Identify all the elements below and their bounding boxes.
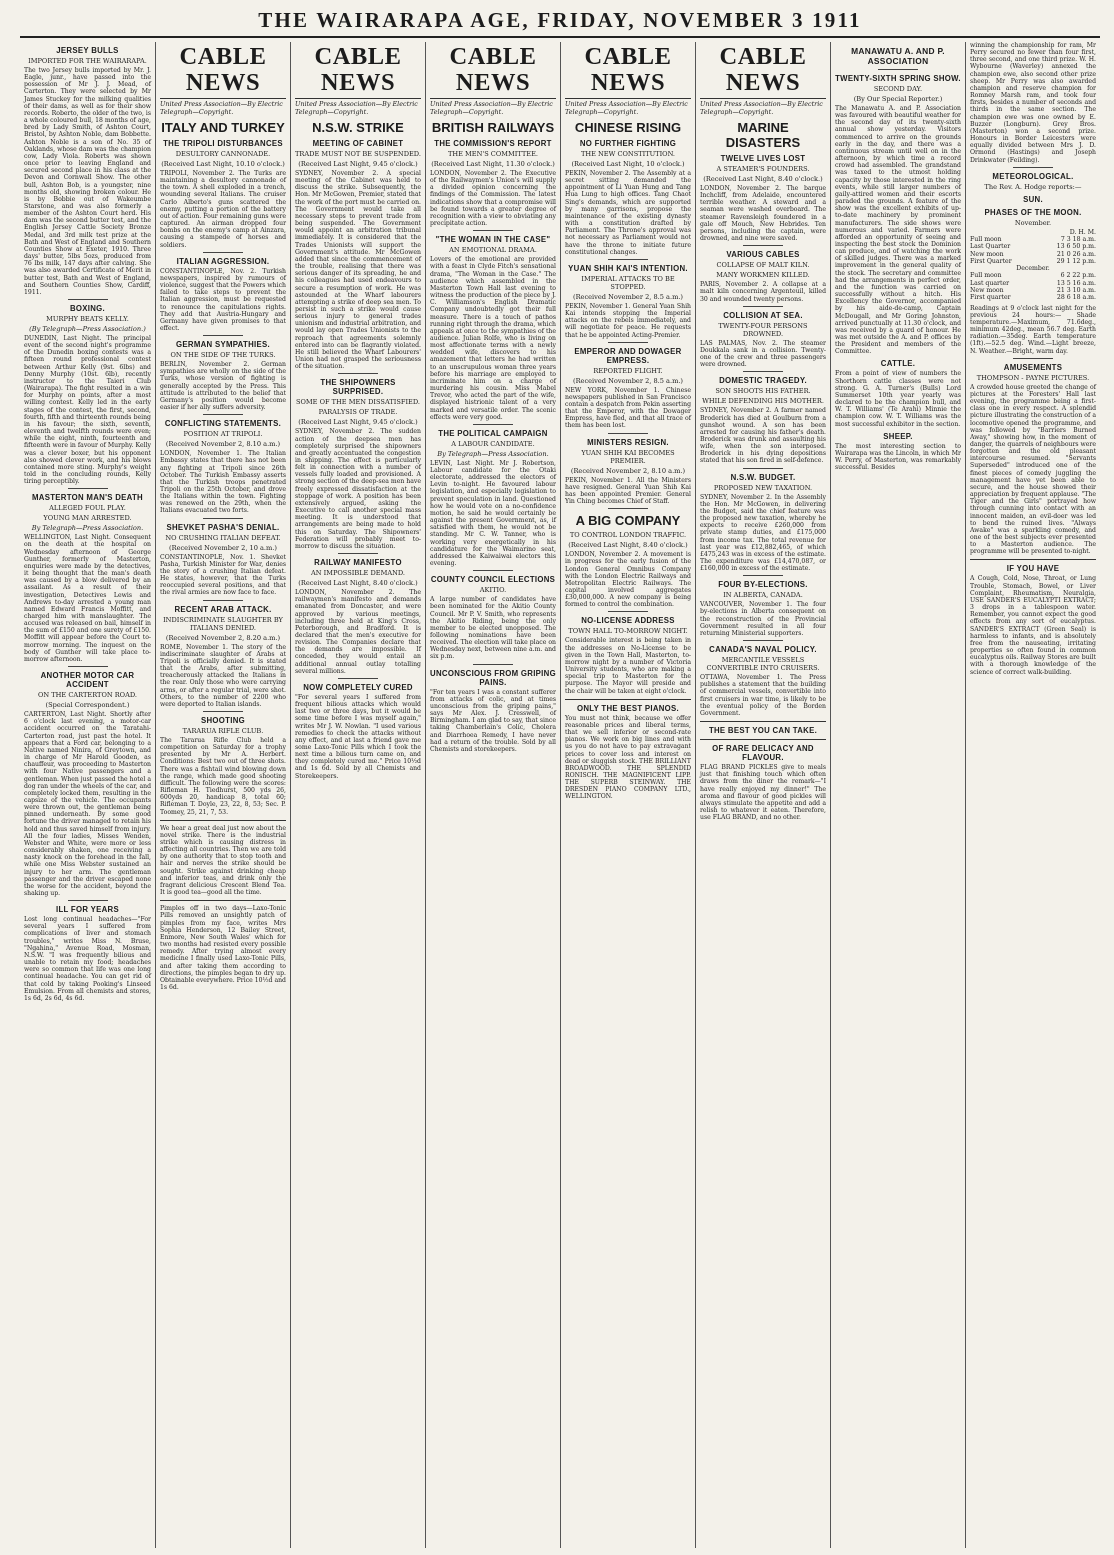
article-body: A large number of candidates have been nominated for the Akitio County Council. Mr P. V. Smith, who represents the Akitio Riding, being the only member to be elected unopposed. The following nominations have been received. The election will take place on Wednesday next, between nine a.m. and six p.m.	[430, 596, 556, 661]
headline-big-company: A BIG COMPANY	[575, 513, 681, 529]
received-line: (Received Last Night, 8.40 o'clock.)	[568, 541, 688, 550]
column-5	[560, 42, 695, 1548]
article-body: CONSTANTINOPLE, Nov. 2. Turkish newspapers, inspired by rumours of violence, suggest that the Powers which failed to take steps to prevent the Italian aggression, must be requested to renounce the capitulations rights. They add that Austria-Hungary and Germany have given promises to that effect.	[160, 267, 286, 332]
headline-ill-for-years: ILL FOR YEARS	[56, 905, 119, 915]
received-line: (Received November 2, 8.5 a.m.)	[573, 292, 683, 301]
table-row	[970, 229, 1096, 236]
subhead: THOMPSON - PAYNE PICTURES.	[976, 373, 1090, 382]
advertisement-body: FLAG BRAND PICKLES give to meals just that finishing touch which often draws from the diner the remark—"I have really enjoyed my dinner!" The aroma and flavour of good pickles will always stimulate the appetite and add a relish to whatever it eaten. Therefore, use FLAG BRAND, and no other.	[700, 764, 826, 822]
moon-phase: First Quarter	[970, 257, 1012, 265]
divider	[743, 306, 783, 307]
advertisement-body: A Cough, Cold, Nose, Throat, or Lung Trouble, Stomach, Bowel, or Liver Complaint, Rheumatism, Neuralgia, USE SANDER'S EUCALYPTI EXTRACT; 3 drops in a tablespoon water. Remember, you cannot expect the good effects from any sort of eucalyptus. SANDER'S EXTRACT (Green Seal) is harmless to infants, and is absolutely free from the nauseating, irritating properties so often found in common eucalyptus oils. Railway Stores are built with a thorough knowledge of the science of correct walk-building.	[970, 575, 1096, 676]
received-line: (Received November 2, 8.10 a.m.)	[165, 440, 281, 449]
headline-chinese-rising: CHINESE RISING	[574, 120, 682, 135]
moon-phase: New moon	[970, 250, 1004, 258]
headline: NO-LICENSE ADDRESS	[581, 616, 675, 626]
headline: NOW COMPLETELY CURED	[303, 682, 413, 692]
headline: UNCONSCIOUS FROM GRIPING PAINS.	[430, 668, 556, 687]
subhead: SECOND DAY.	[873, 85, 923, 93]
subhead: YUAN SHIH KAI BECOMES PREMIER.	[581, 448, 675, 465]
credit-line: By Telegraph—Press Association.	[31, 524, 144, 533]
article-body: Lovers of the emotional are provided with a feast in Clyde Fitch's sensational drama, "The Woman in the Case." The audience which assembled in the Masterton Town Hall last evening to witness the production of the piece by J. C. Williamson's English Dramatic Company undoubtedly got their full measure. There is a touch of pathos running right through the drama, which appeals at once to the sympathies of the audience. Julian Rolfe, who is living on most affectionate terms with a newly wedded wife, discovers to his amazement that letters he had written to an unscrupulous woman three years before his marriage are employed to incriminate him on a charge of murdering his cousin. Miss Mabel Trevor, who acted the part of the wife, displayed histrionic talent of a very marked and versatile order. The scenic effects were very good.	[430, 256, 556, 421]
table-row	[970, 280, 1096, 287]
headline-british-railways: BRITISH RAILWAYS	[431, 120, 555, 135]
headline: SHEEP.	[883, 431, 913, 441]
cable-news-banner: CABLE NEWS	[160, 44, 286, 99]
received-line: (Received November 2, 8.5 a.m.)	[573, 376, 683, 385]
subhead: ALLEGED FOUL PLAY.	[49, 504, 126, 513]
article-body: ROME, November 1. The story of the indiscriminate slaughter of Arabs at Tripoli is officially denied. It is stated that the Arabs, after submitting, treacherously attacked the Italians in the rear. Only those who were carrying arms, or after a regular trial, were shot. Others, to the number of 2200 who were deported to Italian islands.	[160, 643, 286, 708]
subhead: AN EMOTIONAL DRAMA.	[449, 246, 537, 255]
credit-line: The Rev. A. Hodge reports:—	[984, 182, 1082, 191]
subhead: MURPHY BEATS KELLY.	[46, 315, 129, 323]
headline-motor-accident: ANOTHER MOTOR CAR ACCIDENT	[40, 671, 135, 690]
article-body: WELLINGTON, Last Night. Consequent on the death at the hospital on Wednesday afternoon of George Gunther, formerly of Masterton, enquiries were made by the detectives, it being thought that the man's death was caused by a blow delivered by an assailant. As a result of their investigation, Detectives Lewis and Andrews to-day arrested a young man named Edward Francis Moffitt, and charged him with manslaughter. The accused was released on bail, himself in the sum of £150 and one surety of £150. Moffitt will appear before the Court to-morrow morning. The inquest on the body of Gunther will take place to-morrow afternoon.	[24, 534, 151, 663]
cable-news-banner: CABLE NEWS	[565, 44, 691, 99]
cable-news-banner: CABLE NEWS	[295, 44, 421, 99]
column-6	[695, 42, 830, 1548]
masthead	[20, 4, 1100, 38]
subhead: IMPORTED FOR THE WAIRARAPA.	[28, 57, 147, 65]
headline: EMPEROR AND DOWAGER EMPRESS.	[574, 346, 682, 365]
divider	[743, 575, 783, 576]
newspaper-page	[20, 42, 1100, 1548]
month-label: November.	[1014, 218, 1052, 227]
divider	[473, 424, 513, 425]
table-row	[970, 251, 1096, 258]
divider	[473, 230, 513, 231]
headline: GERMAN SYMPATHIES.	[176, 340, 270, 350]
cable-credit: United Press Association—By Electric Telegraph—Copyright.	[430, 100, 553, 116]
headline: DOMESTIC TRAGEDY.	[719, 376, 807, 386]
divider	[743, 371, 783, 372]
divider	[338, 373, 378, 374]
cable-news-banner: CABLE NEWS	[700, 44, 826, 99]
headline-amusements: AMUSEMENTS	[1003, 362, 1063, 372]
subhead: ON THE SIDE OF THE TURKS.	[170, 351, 276, 360]
article-body: PEKIN, November 1. General Yuan Shih Kai intends stopping the Imperial attacks on the rebels immediately, and will negotiate for peace. He requests that he be appointed Acting-Premier.	[565, 302, 691, 339]
moon-time: 29 1 12 p.m.	[1056, 257, 1096, 265]
article-body: LONDON, November 2. The barque Inchcliff, from Adelaide, encountered terrible weather. A steward and a seaman were washed overboard. The steamer Ravensleigh foundered in a gale off Mouch, New Hebrides. Ten persons, including the captain, were drowned, and nine were saved.	[700, 185, 826, 243]
subhead: PROPOSED NEW TAXATION.	[713, 483, 813, 492]
divider	[1013, 358, 1053, 359]
headline: "THE WOMAN IN THE CASE"	[435, 235, 551, 245]
article-body: CONSTANTINOPLE, Nov. 1. Shevket Pasha, Turkish Minister for War, denies the story of a crushing Italian defeat. He states, however, that the Turks reoccupied several positions, and that the rival armies are now face to face.	[160, 553, 286, 597]
headline: MEETING OF CABINET	[312, 139, 404, 148]
subhead: A STEAMER'S FOUNDERS.	[716, 165, 810, 173]
moon-time: 6 2 22 p.m.	[1060, 272, 1096, 280]
divider	[203, 414, 243, 415]
subhead: REPORTED FLIGHT.	[593, 366, 663, 375]
subhead: DESULTORY CANNONADE.	[175, 150, 271, 158]
received-line: (Received Last Night, 8.40 o'clock.)	[703, 175, 823, 183]
headline: FOUR BY-ELECTIONS.	[718, 580, 808, 590]
moon-phase-table	[970, 229, 1096, 302]
subhead: TARARUA RIFLE CLUB.	[182, 726, 264, 735]
divider	[473, 570, 513, 571]
moon-time: 13 6 50 p.m.	[1056, 243, 1096, 251]
subhead: PARALYSIS OF TRADE.	[318, 408, 398, 417]
divider	[743, 640, 783, 641]
table-row	[970, 265, 1096, 272]
subhead: MERCANTILE VESSELS CONVERTIBLE INTO CRUISERS.	[706, 656, 820, 673]
advertisement-body: Lost long continual headaches—"For several years I suffered from complications of liver and stomach troubles," writes Miss N. Bruse, "Ngahina," Avenue Road, Mosman, N.S.W. "I was frequently bilious and unable to retain my food; headaches were so common that life was one long continual headache. You can get rid of that cold by taking Pooking's Linseed Emulsion. From all chemists and stores, 1s 6d, 2s 6d, 4s 6d.	[24, 916, 151, 1002]
moon-header: D. H. M.	[1069, 228, 1096, 236]
divider	[1013, 167, 1053, 168]
moon-time: 28 6 18 a.m.	[1056, 294, 1096, 302]
headline: TWENTY-SIXTH SPRING SHOW.	[835, 74, 961, 83]
article-body: The Tararua Rifle Club held a competition on Saturday for a trophy presented by Mr A. Herbert. Conditions: Best two out of three shots. There was a fishtail wind blowing down the range, which made good shooting difficult. The following were the scores: Rifleman H. Tiedhurst, 500 yds 26, 600yds 20, handicap 8, total 60; Rifleman T. Doyle, 23, 22, 8, 53; Sec. P. Toomey, 25, 21, 7, 53.	[160, 736, 286, 816]
subhead: WHILE DEFENDING HIS MOTHER.	[702, 397, 824, 406]
newspaper-title: THE WAIRARAPA AGE, FRIDAY, NOVEMBER 3 1911	[258, 8, 862, 32]
received-line: (Received Last Night, 9.45 o'clock.)	[298, 160, 418, 168]
divider	[970, 559, 1096, 560]
headline-railway-manifesto: RAILWAY MANIFESTO	[314, 558, 402, 568]
divider	[338, 678, 378, 679]
received-line: (Received Last Night, 11.30 o'clock.)	[431, 160, 555, 168]
subhead: SOME OF THE MEN DISSATISFIED.	[295, 398, 421, 407]
headline-italy-turkey: ITALY AND TURKEY	[161, 120, 285, 135]
divider	[608, 508, 648, 509]
divider	[338, 553, 378, 554]
article-body: LAS PALMAS, Nov. 2. The steamer Doukkala sank in a collision. Twenty-one of the crew and three passengers were drowned.	[700, 339, 826, 369]
credit-line: (Special Correspondent.)	[45, 701, 130, 710]
subhead: SON SHOOTS HIS FATHER.	[715, 387, 811, 396]
subhead: MANY WORKMEN KILLED.	[716, 271, 810, 280]
headline: N.S.W. BUDGET.	[730, 472, 796, 482]
moon-time: 21 3 10 a.m.	[1056, 287, 1096, 295]
subhead: COLLAPSE OF MALT KILN.	[716, 261, 810, 270]
subhead: TRADE MUST NOT BE SUSPENDED.	[295, 150, 421, 158]
divider	[608, 611, 648, 612]
moon-phase: First quarter	[970, 294, 1011, 302]
headline-boxing: BOXING.	[69, 304, 106, 313]
advertisement-body: Pimples off in two days—Laxo-Tonic Pills removed an unsightly patch of pimples from my face, writes Mrs Sophia Henderson, 12 Bailey Street, Enmore, New South Wales' which for two months had resisted every possible remedy. After trying almost every medicine I finally used Laxo-Tonic Pills, and after taking them according to directions, the pimples began to dry up. Obtainable everywhere. Price 10½d and 1s 6d.	[160, 905, 286, 991]
credit-line: By Telegraph—Press Association.	[437, 449, 549, 458]
headline: PHASES OF THE MOON.	[984, 207, 1082, 217]
article-body: winning the championship for ram, Mr Perry secured no fewer than four first, three second, and one third prize. W. H. Wybourne (Waverley) annexed the champion ewe, also second other prize sheep. Mr Perry was also awarded champion and reserve champion for Romney Marsh ram, and took four firsts, besides a number of seconds and thirds in the same section. The champion ewe was one owned by E. Buzzer (Longburn). Grey Bros. (Masterton) won a second prize. Honours in Border Leicesters were equally divided between Mrs J. D. Ormond (Hastings) and Joseph Drinkwater (Feilding).	[970, 42, 1096, 164]
article-body: LEVIN, Last Night. Mr J. Robertson, Labour candidate for the Otaki electorate, addressed the electors of Levin to-night. He favoured labour legislation, and especially legislation to prevent speculation in land. Questioned how he would vote on a no-confidence motion, he said he would certainly be against the present Government, as, if satisfied with them, he would not be standing. Mr C. W. Tanner, who is working very energetically in his candidature for the Waimarino seat, addressed the Kaiwaiwai electors this evening.	[430, 459, 556, 568]
headline: OF RARE DELICACY AND FLAVOUR.	[712, 744, 814, 763]
headline: CANADA'S NAVAL POLICY.	[709, 645, 817, 655]
column-7	[830, 42, 965, 1548]
article-body: DUNEDIN, Last Night. The principal event of the second night's programme of the Dunedin boxing contests was a fifteen round professional contest between Arthur Kelly (9st. 6lbs) and Denny Murphy (10st. 6lb), recently instructor to the Taieri Club (Wairarapa). The fight resulted in a win for Murphy on points, after a most willing contest. Kelly led in the early stages of the contest, the first, second, fourth, fifth and thirteenth rounds being in his favour; the sixth, seventh, eleventh and twelfth rounds were even; while the eight, ninth, fourteenth and fifteenth were in favour of Murphy. Kelly was a clever boxer, but his opponent also showed clever work, and his blows contained more sting. Murphy's weight told in the concluding rounds, Kelly tiring perceptibly.	[24, 335, 151, 486]
table-row	[970, 287, 1096, 294]
cable-credit: United Press Association—By Electric Telegraph—Copyright.	[565, 100, 688, 116]
article-body: VANCOUVER, November 1. The four by-elections in Alberta consequent on the reconstruction of the Provincial Government resulted in all four returning Ministerial supporters.	[700, 601, 826, 637]
divider	[68, 900, 108, 901]
subhead: THE MEN'S COMMITTEE.	[447, 150, 539, 158]
table-row	[970, 294, 1096, 301]
headline: ONLY THE BEST PIANOS.	[576, 703, 680, 713]
cable-credit: United Press Association—By Electric Telegraph—Copyright.	[295, 100, 418, 116]
headline-jersey-bulls: JERSEY BULLS	[56, 46, 119, 55]
divider	[203, 518, 243, 519]
headline: THE POLITICAL CAMPAIGN	[438, 428, 548, 438]
headline: NO FURTHER FIGHTING	[579, 139, 677, 148]
article-body: The Manawatu A. and P. Association was favoured with beautiful weather for the second day of its twenty-sixth annual show yesterday. Visitors commenced to arrive on the grounds early in the day, and there was a continuous stream until well on in the afternoon, by which time a record crowd had assembled. The grandstand was taxed to the utmost holding capacity by those interested in the ring events, while still larger numbers of gaily-attired women and their escorts paraded the grounds. A feature of the show was the excellent exhibits of up-to-date machinery by prominent manufacturers. The side shows were numerous and varied. Farmers were afforded an opportunity of seeing and inspecting the best stock the Dominion can produce, and of watching the work of skilled judges. There was a marked improvement in the general quality of the stock. The secretary and committee had the arrangements in perfect order, and the function was carried on successfully without a hitch. His Excellency the Governor, accompanied by his aide-de-camp, Captain McDougall, and Mr Goring Johnston, arrived punctually at 11.30 o'clock, and was received by a guard of honour. He was met outside the A. and P. offices by the President and members of the Committee.	[835, 105, 961, 356]
article-body: NEW YORK, November 1. Chinese newspapers published in San Francisco contain a despatch from Pekin asserting that the Emperor, with the Dowager Empress, have fled, and that all trace of them has been lost.	[565, 386, 691, 430]
article-body: SYDNEY, November 2. In the Assembly the Hon. Mr McGowen, in delivering the Budget, said the chief feature was the proposed new taxation, whereby he expects to receive £260,000 from private stamp duties, and £175,000 from income tax. The total revenue for last year was £12,882,465, of which £475,243 was in excess of the estimate. The expenditure was £14,470,087, or £160,000 in excess of the estimate.	[700, 493, 826, 573]
advertisement-body: We hear a great deal just now about the novel strike. There is the industrial strike which is causing distress in affecting all countries. Then we are told by one authority that to stop tooth and hair and nerves the strike should be sought. Strike against drinking cheap and inferior teas, and drink only the fragrant delicious Crescent Blend Tea. It is good tea—good all the time.	[160, 824, 286, 897]
headline: IF YOU HAVE	[1006, 564, 1060, 574]
subhead: TO CONTROL LONDON TRAFFIC.	[569, 531, 687, 540]
divider	[608, 342, 648, 343]
headline-manawatu-show: MANAWATU A. AND P. ASSOCIATION	[851, 46, 945, 66]
article-body: PEKIN, November 2. The Assembly at a secret sitting demanded the appointment of Li Yuan Hung and Tang Hua Lung to high offices. Tang Chaot Sing's demands, which are supported by many garrisons, propose the maintenance of the existing dynasty with a constitution drafted by Parliament. The Throne's approval was not necessary as Parliament would not have the throne to initiate future constitutional changes.	[565, 170, 691, 256]
divider	[203, 335, 243, 336]
headline: MINISTERS RESIGN.	[587, 437, 669, 447]
moon-phase: New moon	[970, 287, 1004, 295]
article-body: PARIS, November 2. A collapse at a malt kiln concerning Argenteuil, killed 30 and wounded twenty persons.	[700, 281, 826, 303]
article-body: Considerable interest is being taken in the addresses on No-License to be given in the Town Hall, Masterton, to-morrow night by a number of Victoria University students, who are making a special trip to Masterton for the purpose. The Mayor will preside and the chair will be taken at eight o'clock.	[565, 637, 691, 695]
table-row	[970, 272, 1096, 279]
moon-time: 21 0 26 a.m.	[1056, 250, 1096, 258]
headline: CONFLICTING STATEMENTS.	[164, 419, 282, 429]
subhead: AKITIO.	[479, 586, 507, 595]
article-body: SYDNEY, November 2. A farmer named Broderick has died at Goulburn from a gunshot wound. A son has been arrested for causing his father's death. Broderick was drunk and assaulting his wife, when the son interposed. Broderick in his dying depositions stated that his son fired in self-defence.	[700, 407, 826, 465]
article-body: The most interesting section to Wairarapa was the Lincoln, in which Mr W. Perry, of Masterton, was remarkably successful. Besides	[835, 442, 961, 472]
headline-nsw-strike: N.S.W. STRIKE	[312, 120, 404, 135]
received-line: (Received Last Night, 8.40 o'clock.)	[298, 579, 418, 588]
divider	[203, 252, 243, 253]
subhead: INDISCRIMINATE SLAUGHTER BY ITALIANS DENIED.	[163, 615, 283, 632]
article-body: From a point of view of numbers the Shorthorn cattle classes were not strong. G. A. Turner's (Bulls) Lord Summerset 10th year yearly was declared to be the champion bull, and W. T. Williams' (Te Arahi) Minnie the champion cow. W. T. Williams was the most successful exhibitor in the section.	[835, 370, 961, 428]
moon-phase: Full moon	[970, 235, 1002, 243]
subhead: THE NEW CONSTITUTION.	[580, 150, 676, 158]
article-body: LONDON, November 2. A movement is in progress for the early fusion of the London General Omnibus Company with the London Electric Railways and Metropolitan Electric Railways. The capital involved aggregates £30,000,000. A new company is being formed to control the combination.	[565, 551, 691, 609]
divider	[68, 488, 108, 489]
table-row	[970, 236, 1096, 243]
article-body: The two Jersey bulls imported by Mr. J. Eagle, junr., have passed into the possession of Mr J. J. Mead, of Carterton. They were selected by Mr James Stuckey for the milking qualities of their dams, as well as for their show records. Roberto, the older of the two, is a whole coloured bull, 18 months of age, bred by Lady Smith, of Ashton Court, Bristol, by Ashton Noble, dam Bobbette. Ashton Noble is a son of No. 35 of Oaklands, whose dam was the champion cow, Lady Viola. Roberts was shown once prior to leaving England and secured second place in his class at the Devon and Cornwall Show. The other bull, Ashton Bob, is a youngster, nine months old, showing broken colour. He is by Bobbie out of Wakeumbe Starstone, and was also formerly a member of the Ashton Court herd. His dam was the second butter test, and the English Jersey Cattle Society Bronze Medal, and 3rd milk test prize at the Bath and West of England and Southern Counties Show at Exeter, 1910. Three days' butter, 5lbs 5ozs, produced from 76 lbs milk, 147 days after calving. She was also awarded Certificate of Merit in butter test, Bath and West of England, and Southern Counties Show, Cardiff, 1911.	[24, 67, 152, 296]
headline: COUNTY COUNCIL ELECTIONS	[430, 575, 556, 585]
weather-readings: Readings at 9 o'clock last night for the previous 24 hours:— Shade temperature.—Maximum, 71.6deg., minimum 42deg., mean 56.7 deg. Earth radiation.—35deg. Earth temperature (1ft).—52.5 deg. Wind.—Light breeze, N. Weather.—Bright, warm day.	[970, 304, 1096, 355]
divider	[160, 820, 286, 821]
subhead: YOUNG MAN ARRESTED.	[43, 514, 132, 523]
article-body: LONDON, November 1. The Italian Embassy states that there has not been any fighting at Tripoli since 26th October. The Turkish Embassy asserts that the Turkish troops penetrated Tripoli on the 25th October, and drove the Italians within the town. Fighting was renewed on the 29th, when the Italians evacuated two forts.	[160, 450, 286, 515]
received-line: (Received Last Night, 9.45 o'clock.)	[298, 418, 418, 427]
headline: THE BEST YOU CAN TAKE.	[708, 726, 818, 736]
article-body: PEKIN, November 1. All the Ministers have resigned. General Yuan Shih Kai has been appointed Premier. General Yin Ching becomes Chief of Staff.	[565, 476, 691, 506]
subhead: TWENTY-FOUR PERSONS DROWNED.	[718, 321, 808, 338]
divider	[473, 664, 513, 665]
received-line: (Received November 2, 10 a.m.)	[169, 543, 277, 552]
subhead: IMPERIAL ATTACKS TO BE STOPPED.	[581, 274, 675, 291]
divider	[700, 739, 826, 740]
credit-line: (By Our Special Reporter.)	[853, 95, 943, 103]
headline-meteorological: METEOROLOGICAL.	[992, 171, 1074, 181]
column-2	[155, 42, 290, 1548]
subhead: ON THE CARTERTON ROAD.	[38, 691, 137, 700]
subhead: TOWN HALL TO-MORROW NIGHT.	[568, 627, 688, 636]
moon-phase: Last Quarter	[970, 243, 1011, 251]
headline: CATTLE.	[880, 359, 916, 369]
cable-credit: United Press Association—By Electric Telegraph—Copyright.	[160, 100, 283, 116]
headline-masterton-death: MASTERTON MAN'S DEATH	[32, 493, 143, 503]
subhead: A LABOUR CANDIDATE.	[451, 439, 535, 448]
received-line: (Received Last Night, 10 o'clock.)	[571, 160, 685, 168]
article-body: TRIPOLI, November 2. The Turks are maintaining a desultory cannonade of the town. A shell exploded in a trench, wounding several Italians. The cruiser Carlo Alberto's guns scattered the enemy, putting a portion of the battery out of action. Four remaining guns were captured. An airman dropped four bombs on the enemy's camp at Ainzara, causing a stampede of horses and soldiers.	[160, 170, 286, 249]
moon-time: 7 3 18 a.m.	[1060, 235, 1096, 243]
received-line: (Received Last Night, 10.10 o'clock.)	[161, 160, 285, 168]
column-8	[965, 42, 1100, 1548]
cable-news-banner: CABLE NEWS	[430, 44, 556, 99]
column-1	[20, 42, 155, 1548]
divider	[608, 259, 648, 260]
article-body: SYDNEY, November 2. The sudden action of the deepsea men has completely surprised the shipowners and greatly accentuated the congestion in shipping. The effect is particularly felt in connection with a number of vessels fully loaded and provisioned. A strong section of the deep-sea men have freely expressed dissatisfaction at the stoppage of work. A position has been extensively argued, asking the Executive to call another special mass meeting. It is understood that arrangements are being made to hold this on Saturday. The Shipowners' Federation will probably meet to-morrow to discuss the situation.	[295, 428, 421, 550]
headline: VARIOUS CABLES	[726, 250, 800, 260]
headline: TWELVE LIVES LOST	[720, 154, 806, 163]
cable-credit: United Press Association—By Electric Telegraph—Copyright.	[700, 100, 823, 116]
headline: ITALIAN AGGRESSION.	[176, 256, 270, 266]
divider	[878, 69, 918, 70]
headline: RECENT ARAB ATTACK.	[174, 604, 272, 614]
headline: THE TRIPOLI DISTURBANCES	[163, 139, 283, 148]
article-body: A crowded house greeted the change of pictures at the Foresters' Hall last evening, the programme being a first-class one in every respect. A splendid picture illustrating the construction of a locomotive opened the programme, and was followed by "Barriers Burned Away," showing how, in the moment of danger, the quarrels of neighbours were forgotten and the old pleasant intercourse resumed. "Servants Superseded" introduced one of the finest pieces of comedy juggling the management have yet been able to secure, and the house showed their appreciation by frequent applause. "The Tiger and the Girls" portrayed how through cunning into contact with an innocent maiden, an evil-doer was led to bend the ruined lives. "Always Awake" was a sparkling comedy, and one of the best subjects ever presented to a Masterton audience. The programme will be presented to-night.	[970, 383, 1096, 556]
moon-time: 13 5 16 a.m.	[1056, 279, 1096, 287]
subhead: IN ALBERTA, CANADA.	[723, 591, 803, 600]
article-body: CARTERTON, Last Night. Shortly after 6 o'clock last evening, a motor-car accident occurred on the Taratahi-Carterton road, just past the hotel. It appears that a Ford car, belonging to a Native named Ninira, of Greytown, and in charge of Mr Harold Gooden, as chauffeur, was proceeding to Masterton with four Native passengers and a gentleman. When just passed the hotel a dog ran under the wheels of the car, and completely locked them, resulting in the capsize of the vehicle. The occupants were thrown out, the gentleman being pinned underneath. By some good fortune the driver managed to retain his hold and thus saved himself from injury. All the four ladies, Misses Wenden, Webster and White, were more or less considerably shaken, one receiving a nasty knock on the forehead in the fall, while one Miss Webster sustained an injury to her arm. The gentleman passenger and the driver escaped none the worse for the accident, beyond the shaking up.	[24, 711, 151, 897]
divider	[203, 711, 243, 712]
divider	[68, 299, 108, 300]
article-body: OTTAWA, November 1. The Press publishes a statement that the building of commercial vessels, convertible into first cruisers in war time, is likely to be the eventual policy of the Borden Government.	[700, 674, 826, 717]
subhead: POSITION AT TRIPOLI.	[183, 430, 263, 439]
divider	[160, 900, 286, 901]
credit-line: (By Telegraph—Press Association.)	[29, 325, 146, 333]
headline: SUN.	[1023, 194, 1043, 204]
divider	[565, 699, 691, 700]
headline: YUAN SHIH KAI'S INTENTION.	[568, 263, 688, 273]
received-line: (Received November 2, 8.20 a.m.)	[165, 633, 281, 642]
moon-phase: Last quarter	[970, 279, 1010, 287]
divider	[68, 666, 108, 667]
divider	[743, 468, 783, 469]
headline-marine-disasters: MARINE DISASTERS	[725, 120, 801, 150]
article-body: BERLIN, November 2. German sympathies are wholly on the side of the Turks, whose version of fighting is generally accepted by the Press. This attitude is attributed to the belief that Germany's position would become easier if her ally suffers adversity.	[160, 361, 286, 412]
headline: COLLISION AT SEA.	[723, 310, 803, 320]
column-3	[290, 42, 425, 1548]
divider	[700, 721, 826, 722]
column-4	[425, 42, 560, 1548]
advertisement-body: "For ten years I was a constant sufferer from attacks of colic, and at times unconscious from the griping pains," says Mr Alex. J. Cresswell, of Birmingham. I am glad to say, that since taking Chamberlain's Colic, Cholera and Diarrhoea Remedy, I have never had a return of the trouble. Sold by all Chemists and storekeepers.	[430, 688, 556, 753]
article-body: LONDON, November 2. The railwaymen's manifesto and demands emanated from Doncaster, and were approved by various meetings, including three held at King's Cross, Peterborough, and Bradford. It is declared that the men's executive for revision. The Companies declare that the demands are impossible. If conceded, they would entail an additional annual outlay totalling several millions.	[295, 589, 421, 675]
advertisement-body: "For several years I suffered from frequent bilious attacks which would last two or three days, but it would be some time before I was myself again," writes Mr J. W. Nowlan. "I used various remedies to check the attacks without any effect, and at last a friend gave me some Laxo-Tonic Pills which I took the next time a bilious turn came on, and they completely cured me." Price 10½d and 1s 6d. Sold by all Chemists and Storekeepers.	[295, 693, 421, 780]
advertisement-body: You must not think, because we offer reasonable prices and liberal terms, that we sell inferior or second-rate pianos. We work on big lines and with us you do not have to pay extravagant prices to cover loss and interest on dead or sluggish stock. THE BRILLIANT BROADWOOD. THE SPLENDID RONISCH. THE MAGNIFICENT LIPP. THE SUPERB STEINWAY. THE DRESDEN PIANO COMPANY LTD., WELLINGTON.	[565, 714, 691, 801]
moon-phase: Full moon	[970, 272, 1002, 280]
divider	[743, 245, 783, 246]
divider	[203, 600, 243, 601]
subhead: AN IMPOSSIBLE DEMAND.	[310, 569, 405, 578]
divider	[608, 433, 648, 434]
headline: SHEVKET PASHA'S DENIAL.	[166, 522, 280, 532]
received-line: (Received November 2, 8.10 a.m.)	[570, 466, 686, 475]
headline-shooting: SHOOTING	[201, 715, 245, 725]
table-row	[970, 258, 1096, 265]
article-body: LONDON, November 2. The Executive of the Railwaymen's Union's will supply a divided opinion concerning the findings of the Commission. The latest indications show that a compromise will be found towards a greater degree of recognition with a view to obviating any precipitate action.	[430, 170, 556, 228]
article-body: SYDNEY, November 2. A special meeting of the Cabinet was held to discuss the strike. Subsequently, the Hon. Mr McGowen, Premier, stated that the work of the port must be carried on. The Government would take all necessary steps to prevent trade from being suspended. The Government would appoint an arbitration tribunal immediately. It is considered that the Trades Unionists will support the Government's attitude. Mr McGowen added that since the commencement of the trouble, realising that there was serious danger of its spreading, he and his colleagues had used endeavours to secure a resumption of work. He was astounded at the Wharf labourers attempting a strike of deep sea men. To persist in such a strike would cause serious injury to general trades unionism and industrial arbitration, and would lay open Trades Unionists to the reproach that agreements solemnly entered into can be flagrantly violated. He still believed the Wharf Labourers' Union had not grasped the seriousness of the situation.	[295, 170, 421, 371]
month-label: December.	[1016, 265, 1050, 273]
headline: THE SHIPOWNERS SURPRISED.	[320, 378, 396, 397]
subhead: NO CRUSHING ITALIAN DEFEAT.	[165, 533, 281, 542]
table-row	[970, 243, 1096, 250]
headline: THE COMMISSION'S REPORT	[434, 139, 552, 148]
